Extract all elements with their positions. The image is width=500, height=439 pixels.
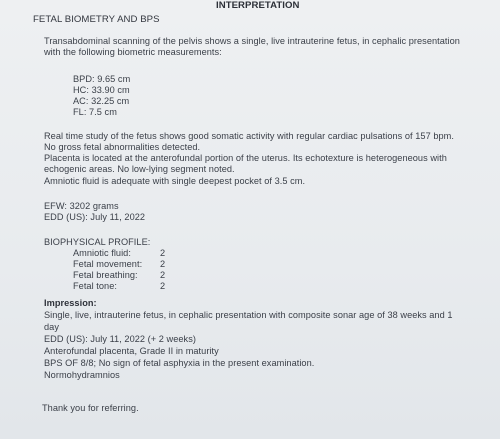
- intro-line-2: with the following biometric measurements:: [44, 47, 222, 57]
- section-title: FETAL BIOMETRY AND BPS: [33, 14, 160, 25]
- finding-line-5: Amniotic fluid is adequate with single deepest pocket of 3.5 cm.: [44, 176, 306, 186]
- biometry-fl: FL: 7.5 cm: [73, 107, 117, 117]
- intro-line-1: Transabdominal scanning of the pelvis shows a single, live intrauterine fetus, in cephalic presentation: [44, 36, 460, 46]
- bpp-score-tone: 2: [160, 281, 166, 291]
- bpp-label-movement: Fetal movement:: [73, 259, 143, 269]
- impression-line-6: Normohydramnios: [44, 370, 120, 380]
- finding-line-4: echogenic areas. No low-lying segment noted.: [44, 164, 235, 174]
- closing-text: Thank you for referring.: [42, 403, 139, 413]
- bpp-title: BIOPHYSICAL PROFILE:: [44, 237, 151, 247]
- impression-title: Impression:: [44, 298, 97, 308]
- biometry-ac: AC: 32.25 cm: [73, 96, 130, 106]
- bpp-label-tone: Fetal tone:: [73, 281, 117, 291]
- bpp-score-amniotic: 2: [160, 248, 166, 258]
- efw-value: EFW: 3202 grams: [44, 201, 119, 211]
- bpp-label-breathing: Fetal breathing:: [73, 270, 138, 280]
- bpp-score-movement: 2: [160, 259, 166, 269]
- impression-line-5: BPS OF 8/8; No sign of fetal asphyxia in the present examination.: [44, 358, 315, 368]
- biometry-hc: HC: 33.90 cm: [73, 85, 130, 95]
- impression-line-3: EDD (US): July 11, 2022 (+ 2 weeks): [44, 334, 196, 344]
- bpp-label-amniotic: Amniotic fluid:: [73, 248, 131, 258]
- bpp-score-breathing: 2: [160, 270, 166, 280]
- impression-line-4: Anterofundal placenta, Grade II in maturity: [44, 346, 219, 356]
- finding-line-3: Placenta is located at the anterofundal portion of the uterus. Its echotexture is heterogeneous with: [44, 153, 447, 163]
- impression-line-2: day: [44, 322, 59, 332]
- edd-value: EDD (US): July 11, 2022: [44, 212, 146, 222]
- biometry-bpd: BPD: 9.65 cm: [73, 74, 131, 84]
- finding-line-2: No gross fetal abnormalities detected.: [44, 142, 201, 152]
- impression-line-1: Single, live, intrauterine fetus, in cephalic presentation with composite sonar age of 38 weeks and 1: [44, 310, 453, 320]
- finding-line-1: Real time study of the fetus shows good somatic activity with regular cardiac pulsations of 157 bpm.: [44, 131, 454, 141]
- report-header: INTERPRETATION: [216, 0, 300, 11]
